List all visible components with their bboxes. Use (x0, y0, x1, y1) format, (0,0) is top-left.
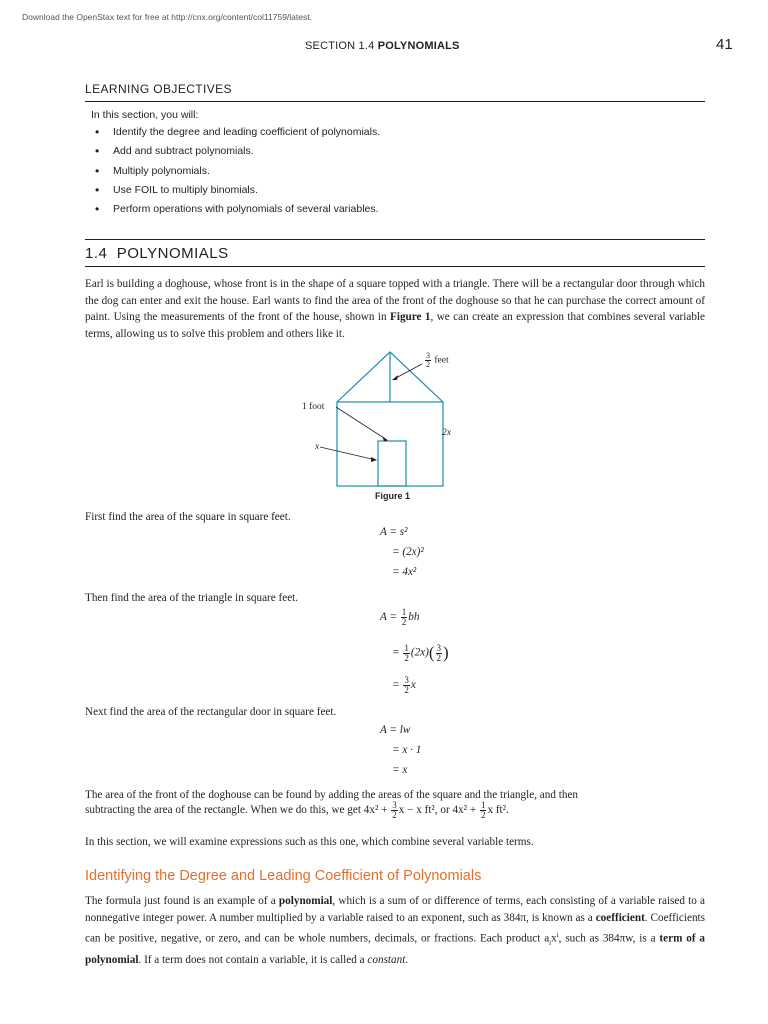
learning-objectives-title: LEARNING OBJECTIVES (85, 82, 232, 96)
square-eq-line-3: = 4x² (392, 566, 417, 578)
objectives-rule (85, 101, 705, 102)
section-title (85, 245, 229, 262)
section-rule-top (85, 239, 705, 240)
objective-item: • Perform operations with polynomials of several variables. (95, 203, 380, 222)
conclusion-line-2: subtracting the area of the rectangle. When we do this, we get 4x² + $\frac{3}{2}$ x − x ft², or 4x² + $\frac{1}{2}$ x ft². (85, 800, 509, 820)
section-number: 1.4 (85, 245, 108, 262)
figure-reference[interactable]: Figure 1 (390, 311, 431, 323)
triangle-eq-line-1: A = $\frac{1}{2}$ bh (380, 607, 420, 627)
figure-label-2x: 2x (442, 428, 451, 438)
term-constant: constant (367, 953, 406, 966)
learning-objectives-list (95, 126, 380, 222)
figure-label-three-halves-feet: $\frac{3}{2}$ feet (426, 351, 449, 369)
conclusion-line-3: In this section, we will examine expressions such as this one, which combine several variable terms. (85, 836, 534, 848)
conclusion-line-1: The area of the front of the doghouse can be found by adding the areas of the square and the triangle, and then (85, 789, 578, 801)
section-rule-bottom (85, 266, 705, 267)
intro-text-end: , we can create an expression that combines several variable terms, allowing us to solve this problem and others like it. (85, 311, 706, 340)
objective-item: • Use FOIL to multiply binomials. (95, 184, 380, 203)
polynomial-definition-paragraph: The formula just found is an example of a polynomial, which is a sum of or difference of terms, each consisting of a variable raised to a nonnegative integer power. A number multiplied by a variable raised to an exponent, such as 384π, is known as a coefficient. Coefficients can be positive, negative, or zero, and can be whole numbers, decimals, or fractions. Each product $a_ix^i$, such as 384πw, is a term of a polynomial. If a term does not contain a variable, it is called a constant. (85, 895, 705, 966)
door-step-text: Next find the area of the rectangular door in square feet. (85, 706, 337, 718)
page-number: 41 (716, 36, 733, 53)
section-title-text: POLYNOMIALS (116, 245, 229, 262)
section-label: SECTION 1.4 (305, 40, 375, 52)
figure-caption: Figure 1 (375, 491, 411, 501)
term-polynomial: polynomial (278, 895, 333, 907)
section-running-title: POLYNOMIALS (377, 40, 460, 52)
triangle-eq-line-3: = $\frac{3}{2}$ x (392, 675, 416, 695)
door-eq-line-2: = x · 1 (392, 744, 422, 756)
square-eq-line-2: = (2x)² (392, 546, 424, 558)
term-of-a-polynomial: term of a polynomial (85, 932, 705, 966)
square-eq-line-1: A = s² (380, 526, 408, 538)
door-eq-line-1: A = lw (380, 724, 411, 736)
subsection-heading: Identifying the Degree and Leading Coefficient of Polynomials (85, 868, 482, 884)
doghouse-square (337, 402, 443, 486)
objective-item: • Identify the degree and leading coefficient of polynomials. (95, 126, 380, 145)
intro-paragraph (85, 276, 705, 342)
objective-item: • Add and subtract polynomials. (95, 145, 380, 164)
doghouse-door (378, 441, 406, 486)
running-header (305, 40, 460, 52)
learning-objectives-intro: In this section, you will: (91, 109, 199, 121)
term-coefficient: coefficient (595, 912, 645, 924)
triangle-eq-line-2: = $\frac{1}{2}$ (2x)( $\frac{3}{2}$ ) (392, 642, 449, 663)
doghouse-figure (280, 350, 480, 490)
figure-label-x: x (315, 442, 320, 452)
intro-text: Earl is building a doghouse, whose front is in the shape of a square topped with a triangle. There will be a rectangular door through which the dog can enter and exit the house. Earl wants to find the area of the front of the doghouse so that he can purchase the correct amount of paint. Using the measurements of the front of the house, shown in (85, 278, 705, 323)
triangle-step-text: Then find the area of the triangle in square feet. (85, 592, 299, 604)
download-note: Download the OpenStax text for free at http://cnx.org/content/col11759/latest. (22, 12, 312, 22)
figure-label-one-foot: 1 foot (302, 402, 325, 412)
square-step-text: First find the area of the square in square feet. (85, 511, 291, 523)
door-eq-line-3: = x (392, 764, 408, 776)
objective-item: • Multiply polynomials. (95, 165, 380, 184)
